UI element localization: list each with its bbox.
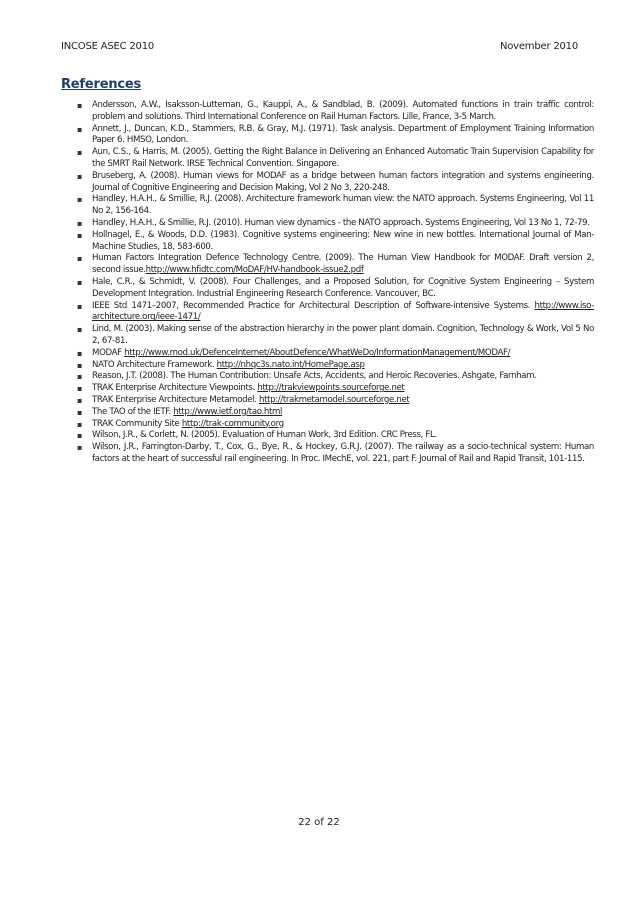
reference-text: Aun, C.S., & Harris, M. (2005). Getting the Right Balance in Delivering an Enhanced Automatic Train Supervision Capability for the SMRT Rail Network. IRSE Technical Convention. Singapore. <box>92 147 594 169</box>
reference-link[interactable]: http://www.hfidtc.com/MoDAF/HV-handbook-issue2.pdf <box>145 265 364 276</box>
reference-text: TRAK Enterprise Architecture Metamodel. <box>92 394 257 405</box>
reference-item <box>92 124 594 148</box>
reference-text: Wilson, J.R., Farrington-Darby, T., Cox, G., Bye, R., & Hockey, G.R.J. (2007). The railway as a socio-technical system: Human factors at the heart of successful rail engineering. In Proc. IMechE, vol. 221, part F. Journal of Rail and Rapid Transit, 101-115. <box>92 442 594 464</box>
reference-item <box>92 430 594 442</box>
page-number: 22 of 22 <box>298 817 340 828</box>
reference-link[interactable]: http://trak-community.org <box>181 418 284 429</box>
reference-link[interactable]: http://trakmetamodel.sourceforge.net <box>258 394 410 405</box>
reference-item <box>92 171 594 195</box>
reference-item <box>92 194 594 218</box>
reference-text: TRAK Community Site <box>92 418 180 429</box>
reference-item <box>92 324 594 348</box>
reference-link[interactable]: http://nhqc3s.nato.int/HomePage.asp <box>216 359 365 370</box>
reference-item <box>92 442 594 466</box>
reference-link[interactable]: http://trakviewpoints.sourceforge.net <box>257 383 405 394</box>
reference-item <box>92 371 594 383</box>
reference-link[interactable]: http://www.iso-architecture.org/ieee-1471/ <box>92 300 594 323</box>
reference-item <box>92 407 594 419</box>
reference-text: Hale, C.R., & Schmidt, V. (2008). Four Challenges, and a Proposed Solution, for Cognitive System Engineering – System Development Integration. Industrial Engineering Research Conference. Vancouver, BC. <box>92 276 594 299</box>
reference-item <box>92 383 594 395</box>
reference-text: Handley, H.A.H., & Smillie, R.J. (2010). Human view dynamics - the NATO approach. Systems Engineering, Vol 13 No 1, 72-79. <box>92 217 590 228</box>
reference-item <box>92 253 594 277</box>
reference-text: Andersson, A.W., Isaksson-Lutteman, G., Kauppi, A., & Sandblad, B. (2009). Automated functions in train traffic control: problem and solutions. Third International Conference on Rail Human Factors. Lille, France, 3-5 March. <box>92 100 594 122</box>
reference-text: Annett, J., Duncan, K.D., Stammers, R.B. & Gray, M.J. (1971). Task analysis. Department of Employment Training Information Paper 6. HMSO, London. <box>92 123 594 146</box>
reference-text: NATO Architecture Framework. <box>92 359 215 370</box>
reference-item <box>92 301 594 325</box>
reference-item <box>92 218 594 230</box>
reference-text: Reason, J.T. (2008). The Human Contribution: Unsafe Acts, Accidents, and Heroic Recoveries. Ashgate, Farnham. <box>92 371 537 382</box>
reference-item <box>92 147 594 171</box>
header-left: INCOSE ASEC 2010 <box>61 41 155 52</box>
reference-item <box>92 100 594 124</box>
reference-item <box>92 230 594 254</box>
reference-item <box>92 360 594 372</box>
reference-text: Wilson, J.R., & Corlett, N. (2005). Evaluation of Human Work, 3rd Edition. CRC Press, FL. <box>92 430 437 441</box>
reference-link[interactable]: http://www.mod.uk/DefenceInternet/AboutDefence/WhatWeDo/InformationManagement/MODAF/ <box>124 347 511 358</box>
reference-text: The TAO of the IETF. <box>92 406 171 417</box>
reference-text: Handley, H.A.H., & Smillie, R.J. (2008). Architecture framework human view: the NATO approach. Systems Engineering, Vol 11 No 2, 156-164. <box>92 194 594 217</box>
reference-item <box>92 277 594 301</box>
reference-item <box>92 419 594 431</box>
reference-item <box>92 395 594 407</box>
reference-link[interactable]: http://www.ietf.org/tao.html <box>173 406 283 417</box>
section-title: References <box>61 77 142 92</box>
header-right: November 2010 <box>499 41 578 52</box>
reference-text: Bruseberg, A. (2008). Human views for MODAF as a bridge between human factors integration and systems engineering. Journal of Cognitive Engineering and Decision Making, Vol 2 No 3, 220-248. <box>92 170 594 193</box>
reference-list <box>92 100 594 466</box>
reference-text: Human Factors Integration Defence Technology Centre. (2009). The Human View Handbook for MODAF. Draft version 2, second issue. <box>92 253 594 276</box>
reference-text: TRAK Enterprise Architecture Viewpoints. <box>92 383 255 394</box>
reference-text: IEEE Std 1471–2007, Recommended Practice for Architectural Description of Software-intensive Systems. <box>92 300 531 311</box>
reference-text: Lind, M. (2003). Making sense of the abstraction hierarchy in the power plant domain. Cognition, Technology & Work, Vol 5 No 2, 67-81. <box>92 324 594 346</box>
reference-text: MODAF <box>92 347 122 358</box>
reference-text: Hollnagel, E., & Woods, D.D. (1983). Cognitive systems engineering: New wine in new bottles. International Journal of Man-Machine Studies, 18, 583-600. <box>92 229 594 252</box>
reference-item <box>92 348 594 360</box>
